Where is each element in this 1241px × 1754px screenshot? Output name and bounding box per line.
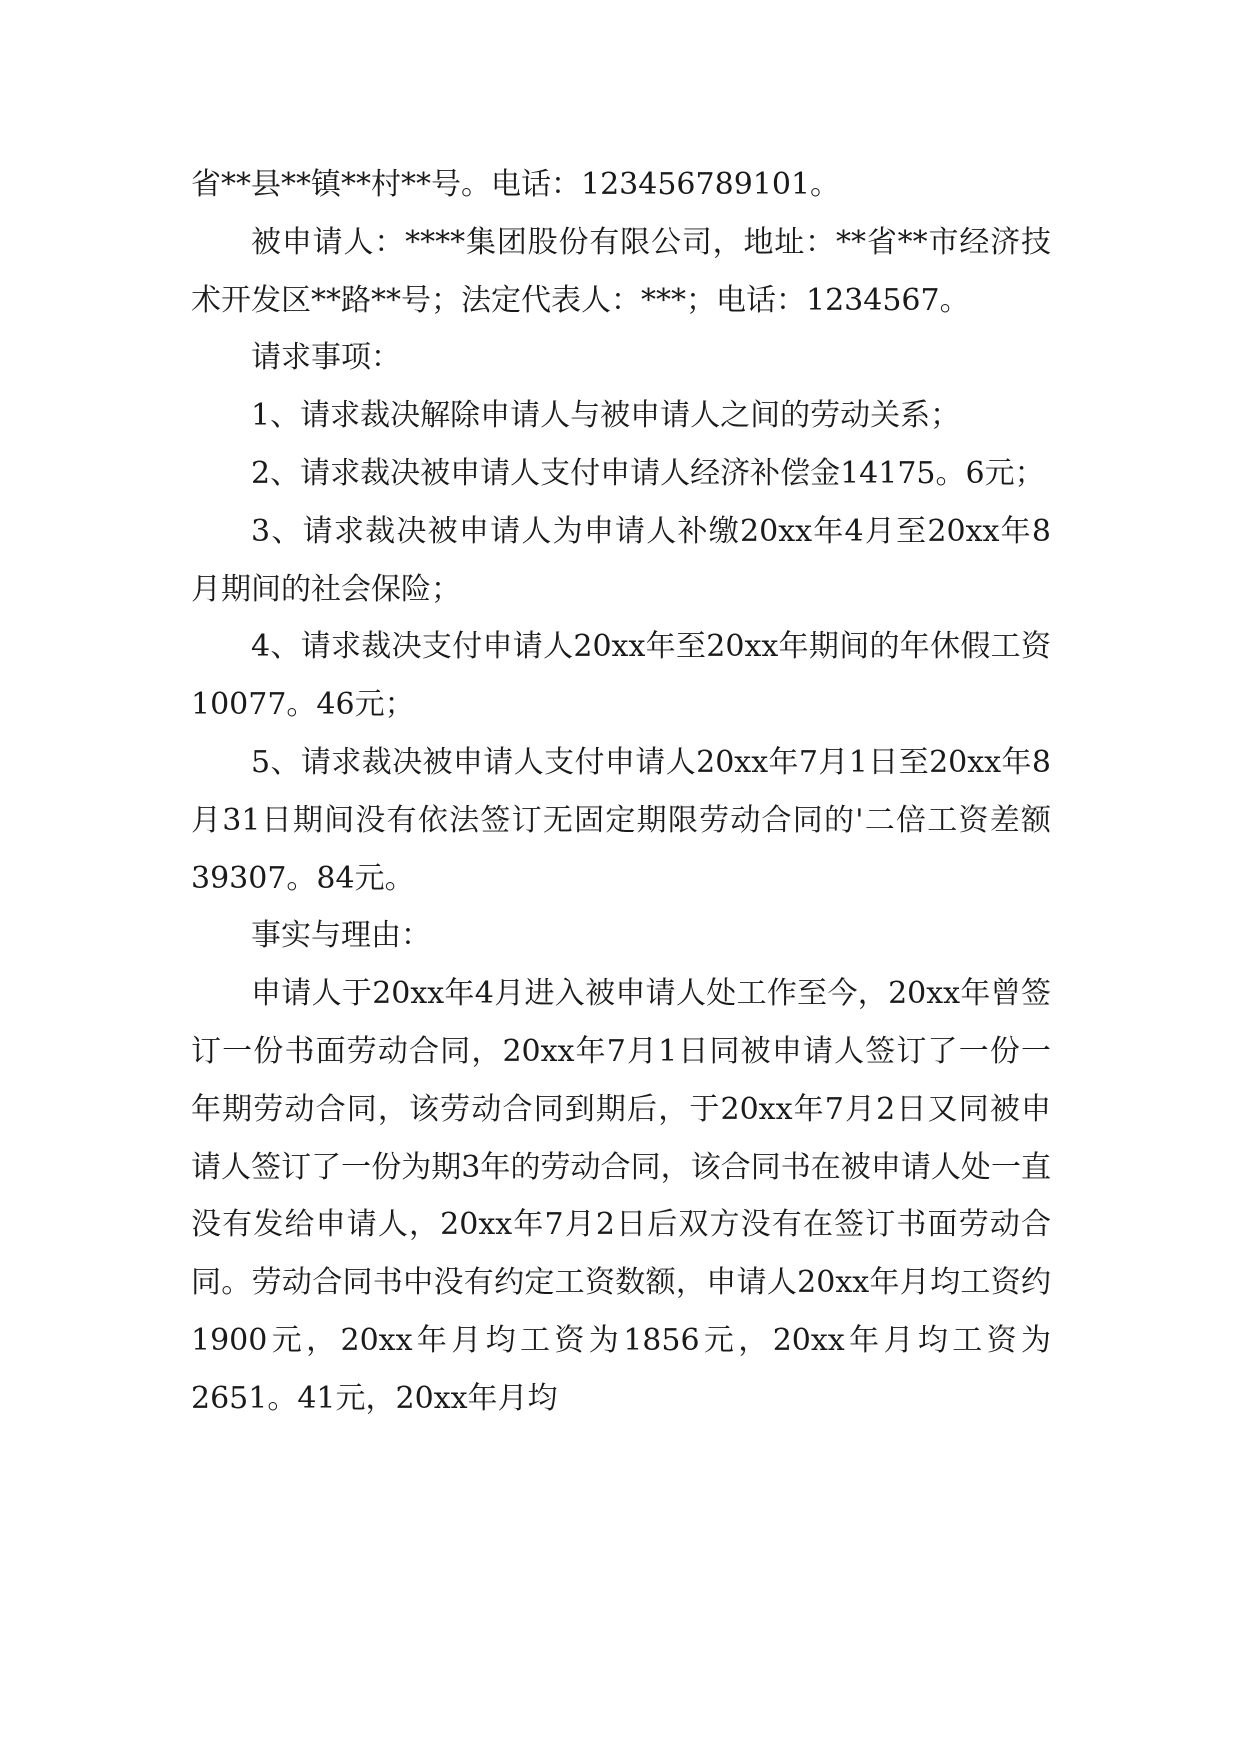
document-body xyxy=(191,156,1051,1428)
paragraph-address-continuation: 省**县**镇**村**号。电话：123456789101。 xyxy=(191,167,841,202)
claim-item-3: 3、请求裁决被申请人为申请人补缴20xx年4月至20xx年8月期间的社会保险； xyxy=(191,513,1051,607)
paragraph-respondent-info: 被申请人：****集团股份有限公司，地址：**省**市经济技术开发区**路**号；法定代表人：***；电话：1234567。 xyxy=(191,224,1051,318)
claim-item-4: 4、请求裁决支付申请人20xx年至20xx年期间的年休假工资10077。46元； xyxy=(191,629,1051,723)
heading-claims: 请求事项： xyxy=(251,340,401,376)
claim-item-5: 5、请求裁决被申请人支付申请人20xx年7月1日至20xx年8月31日期间没有依法签订无固定期限劳动合同的'二倍工资差额39307。84元。 xyxy=(191,744,1051,896)
claim-item-1: 1、请求裁决解除申请人与被申请人之间的劳动关系； xyxy=(251,398,961,434)
claim-item-2: 2、请求裁决被申请人支付申请人经济补偿金14175。6元； xyxy=(251,455,1045,491)
paragraph-facts: 申请人于20xx年4月进入被申请人处工作至今，20xx年曾签订一份书面劳动合同，20xx年7月1日同被申请人签订了一份一年期劳动合同，该劳动合同到期后，于20xx年7月2日又同被申请人签订了一份为期3年的劳动合同，该合同书在被申请人处一直没有发给申请人，20xx年7月2日后双方没有在签订书面劳动合同。劳动合同书中没有约定工资数额，申请人20xx年月均工资约1900元，20xx年月均工资为1856元，20xx年月均工资为2651。41元，20xx年月均 xyxy=(191,976,1051,1416)
heading-facts-and-reasons: 事实与理由： xyxy=(251,918,431,954)
